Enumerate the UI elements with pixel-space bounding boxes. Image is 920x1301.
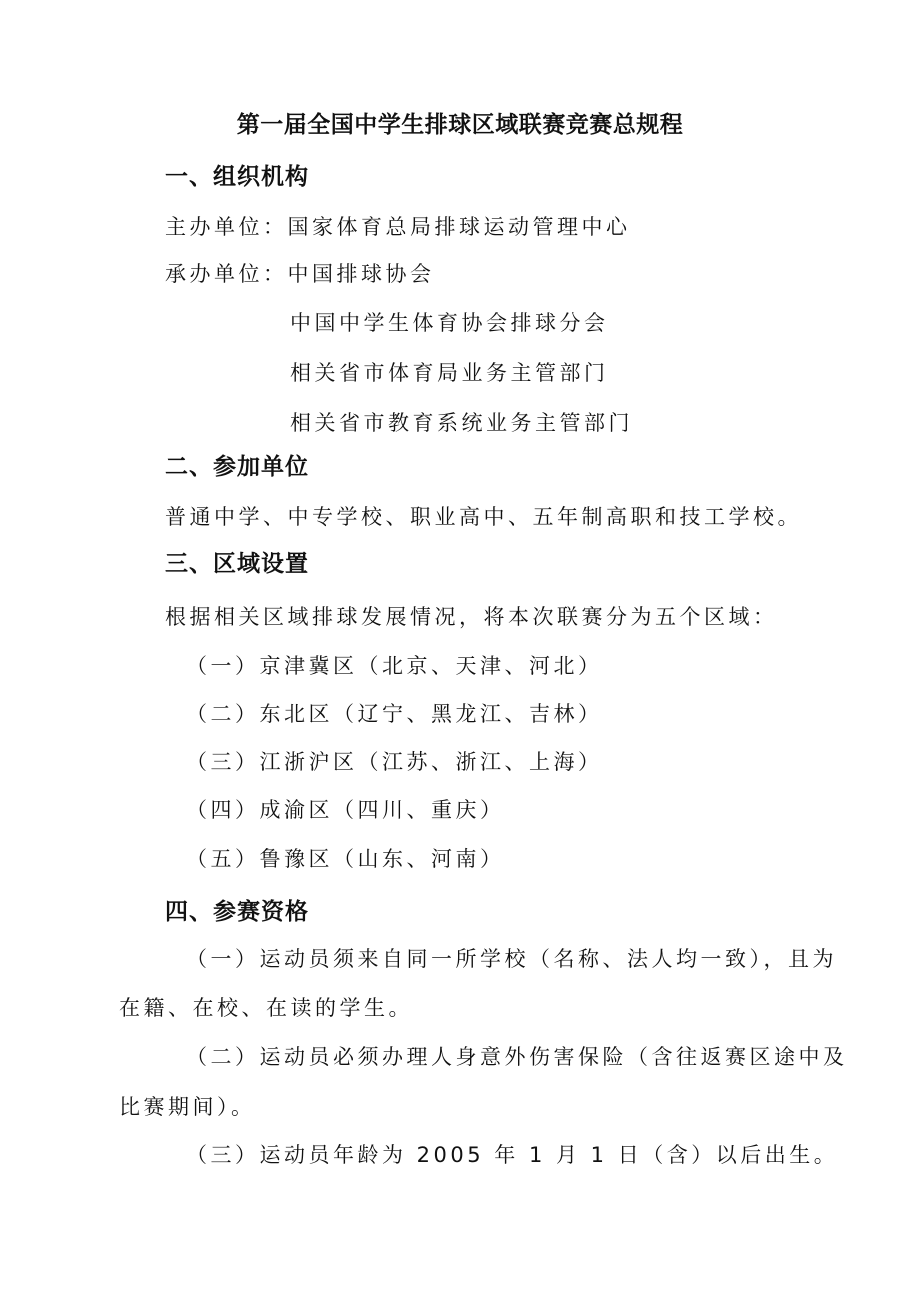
participants-paragraph: 普通中学、中专学校、职业高中、五年制高职和技工学校。 <box>165 505 802 529</box>
section-heading-regions: 三、区域设置 <box>165 551 309 577</box>
region-item: （四）成渝区（四川、重庆） <box>186 798 505 822</box>
region-item: （一）京津冀区（北京、天津、河北） <box>186 654 603 678</box>
organizer-unit-line: 承办单位：中国排球协会 <box>165 262 435 286</box>
organizer-unit-item: 相关省市体育局业务主管部门 <box>290 361 609 385</box>
eligibility-paragraph-line: （三）运动员年龄为 2005 年 1 月 1 日（含）以后出生。 <box>186 1143 839 1167</box>
eligibility-paragraph-line: （二）运动员必须办理人身意外伤害保险（含往返赛区途中及 <box>186 1045 848 1069</box>
eligibility-paragraph-line: 在籍、在校、在读的学生。 <box>119 996 413 1020</box>
region-item: （二）东北区（辽宁、黑龙江、吉林） <box>186 702 603 726</box>
section-heading-participants: 二、参加单位 <box>165 454 309 480</box>
section-heading-eligibility: 四、参赛资格 <box>165 899 309 925</box>
section-heading-organization: 一、组织机构 <box>165 164 309 190</box>
organizer-unit-item: 中国中学生体育协会排球分会 <box>290 311 609 335</box>
regions-intro-paragraph: 根据相关区域排球发展情况，将本次联赛分为五个区域： <box>165 605 778 629</box>
eligibility-paragraph-line: 比赛期间）。 <box>119 1095 256 1119</box>
host-unit-line: 主办单位：国家体育总局排球运动管理中心 <box>165 215 631 239</box>
eligibility-paragraph-line: （一）运动员须来自同一所学校（名称、法人均一致），且为 <box>186 947 837 971</box>
organizer-unit-item: 相关省市教育系统业务主管部门 <box>290 411 633 435</box>
document-title: 第一届全国中学生排球区域联赛竞赛总规程 <box>236 112 684 138</box>
region-item: （三）江浙沪区（江苏、浙江、上海） <box>186 750 603 774</box>
region-item: （五）鲁豫区（山东、河南） <box>186 847 505 871</box>
